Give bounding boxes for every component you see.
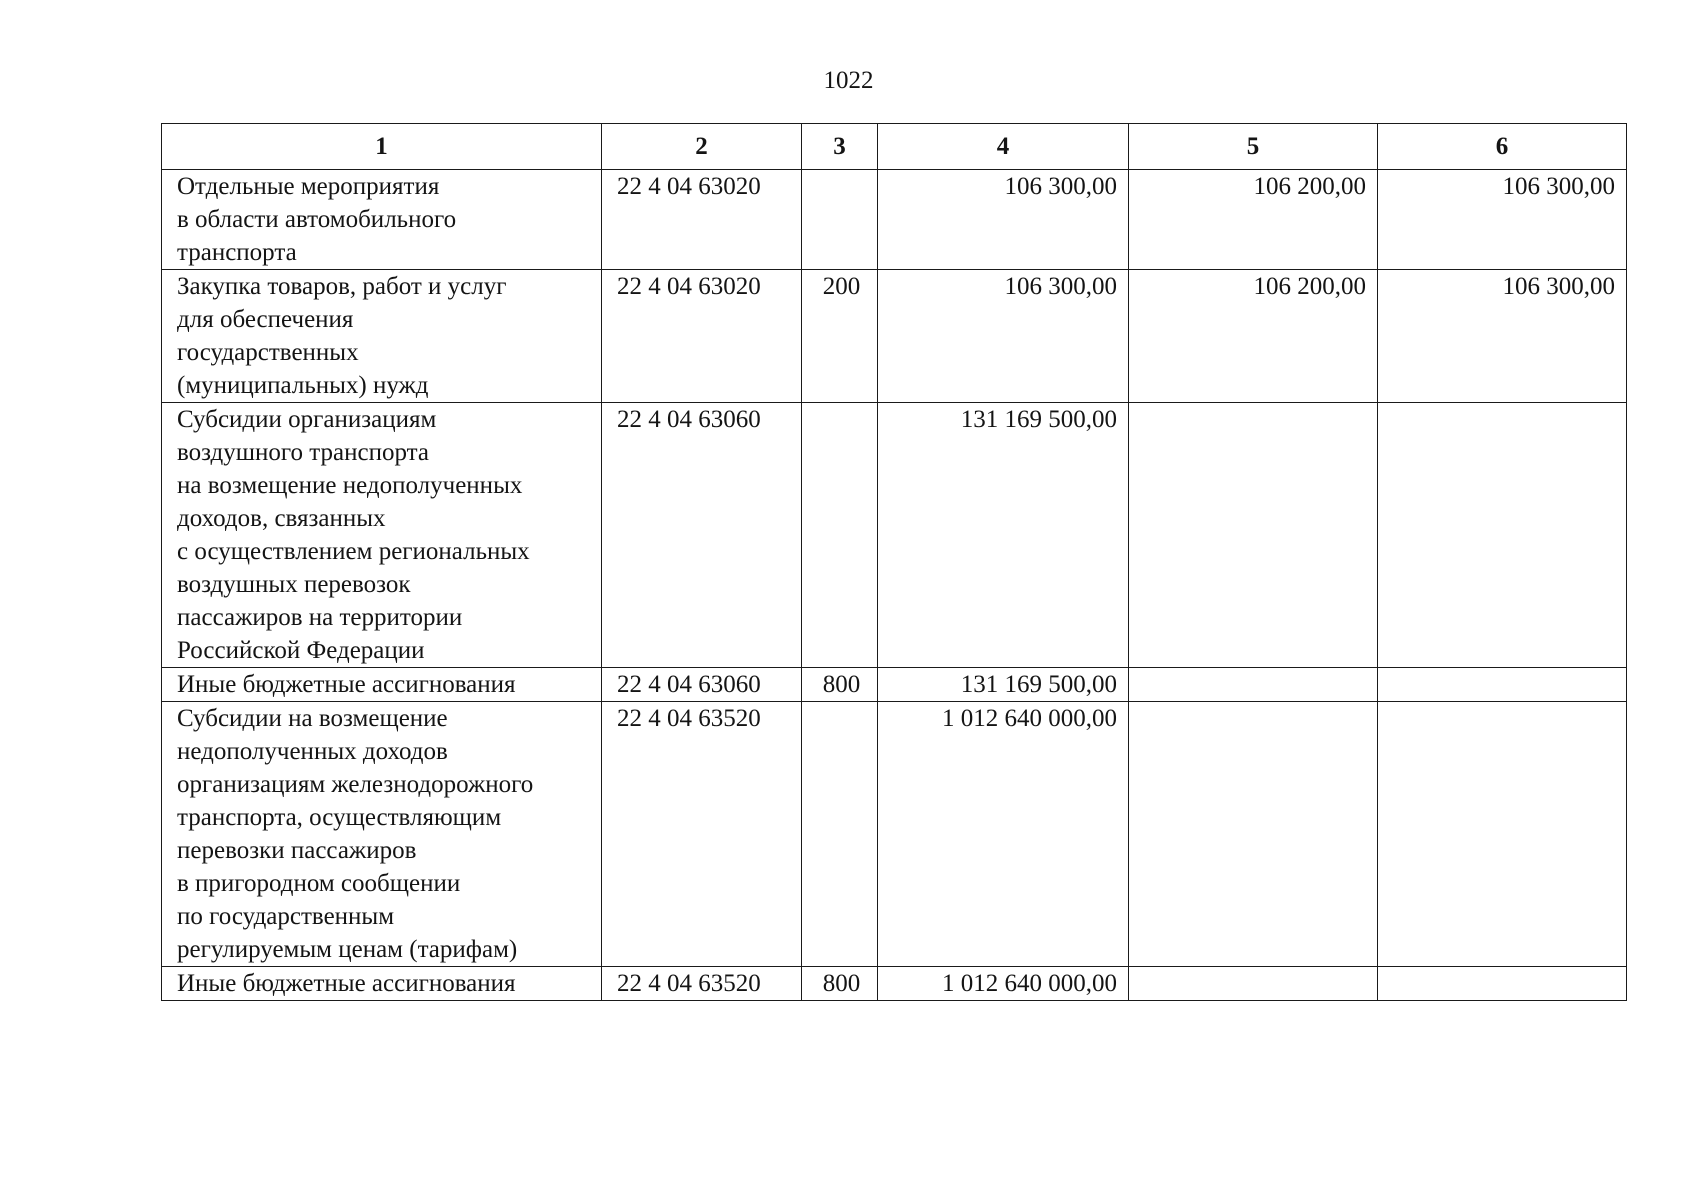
column-header-3: 3 [802, 124, 878, 170]
column-header-5: 5 [1129, 124, 1378, 170]
table-row [162, 170, 1627, 270]
column-header-2: 2 [602, 124, 802, 170]
row-name: Субсидии на возмещение недополученных доходов организациям железнодорожного транспорта, осуществляющим перевозки пассажиров в пригородном сообщении по государственным регулируемым ценам (тарифам) [162, 702, 602, 967]
row-name: Иные бюджетные ассигнования [162, 668, 602, 702]
row-amount-col6 [1378, 967, 1627, 1001]
row-amount-col5: 106 200,00 [1129, 170, 1378, 270]
row-expense-type [802, 170, 878, 270]
row-name: Закупка товаров, работ и услуг для обеспечения государственных (муниципальных) нужд [162, 270, 602, 403]
table-row [162, 270, 1627, 403]
row-amount-col5 [1129, 403, 1378, 668]
row-amount-col6: 106 300,00 [1378, 170, 1627, 270]
row-amount-col6 [1378, 702, 1627, 967]
header-row [162, 124, 1627, 170]
row-amount-col6 [1378, 403, 1627, 668]
page-number: 1022 [823, 67, 874, 94]
table-row [162, 668, 1627, 702]
row-expense-type [802, 403, 878, 668]
row-amount-col6: 106 300,00 [1378, 270, 1627, 403]
row-amount-col4: 131 169 500,00 [878, 403, 1129, 668]
row-code: 22 4 04 63020 [602, 170, 802, 270]
column-header-4: 4 [878, 124, 1129, 170]
row-code: 22 4 04 63020 [602, 270, 802, 403]
row-code: 22 4 04 63060 [602, 668, 802, 702]
row-name: Иные бюджетные ассигнования [162, 967, 602, 1001]
budget-table [161, 123, 1627, 1001]
row-amount-col4: 106 300,00 [878, 170, 1129, 270]
row-code: 22 4 04 63060 [602, 403, 802, 668]
row-expense-type: 200 [802, 270, 878, 403]
column-header-6: 6 [1378, 124, 1627, 170]
row-amount-col5 [1129, 668, 1378, 702]
row-expense-type: 800 [802, 967, 878, 1001]
row-code: 22 4 04 63520 [602, 702, 802, 967]
row-amount-col5 [1129, 967, 1378, 1001]
row-amount-col4: 131 169 500,00 [878, 668, 1129, 702]
row-amount-col4: 1 012 640 000,00 [878, 702, 1129, 967]
row-code: 22 4 04 63520 [602, 967, 802, 1001]
column-header-1: 1 [162, 124, 602, 170]
table-row [162, 702, 1627, 967]
row-amount-col4: 1 012 640 000,00 [878, 967, 1129, 1001]
table-row [162, 403, 1627, 668]
row-amount-col5 [1129, 702, 1378, 967]
row-name: Отдельные мероприятия в области автомобильного транспорта [162, 170, 602, 270]
row-amount-col6 [1378, 668, 1627, 702]
table-row [162, 967, 1627, 1001]
row-name: Субсидии организациям воздушного транспорта на возмещение недополученных доходов, связанных с осуществлением региональных воздушных перевозок пассажиров на территории Российской Федерации [162, 403, 602, 668]
row-expense-type [802, 702, 878, 967]
row-amount-col5: 106 200,00 [1129, 270, 1378, 403]
row-amount-col4: 106 300,00 [878, 270, 1129, 403]
row-expense-type: 800 [802, 668, 878, 702]
